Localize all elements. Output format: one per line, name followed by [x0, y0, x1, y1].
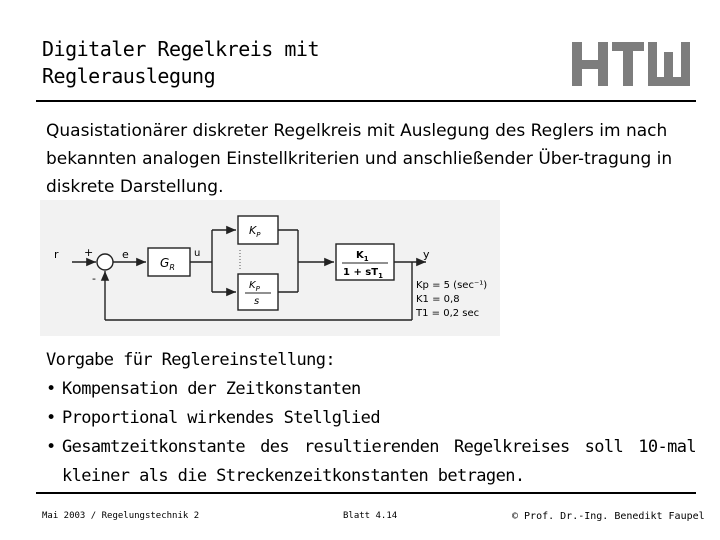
intro-text: Quasistationärer diskreter Regelkreis mit Auslegung des Reglers im nach bekannten analogen Einstellkriterien und anschließender Über-tragung in diskrete Darstellung.	[46, 121, 673, 197]
param-kp: Kp = 5 (sec⁻¹)	[416, 280, 488, 291]
controller-label-sub: R	[169, 263, 175, 272]
requirements-heading: Vorgabe für Reglereinstellung:	[46, 350, 336, 370]
signal-e: e	[122, 248, 129, 261]
signal-y: y	[423, 248, 430, 261]
param-t1: T1 = 0,2 sec	[416, 308, 480, 319]
plant-numerator-sub: 1	[363, 255, 369, 263]
requirements-section	[46, 346, 696, 491]
block-diagram	[40, 200, 500, 336]
footer-divider	[36, 492, 696, 494]
requirement-item: • Kompensation der Zeitkonstanten	[46, 375, 696, 404]
htw-logo	[570, 40, 692, 88]
proportional-label-sub: P	[256, 231, 261, 239]
plant-denominator-sub: 1	[378, 272, 383, 280]
requirements-list	[46, 375, 696, 491]
page-title	[42, 36, 319, 90]
integral-denominator: s	[254, 296, 260, 307]
signal-plus: +	[84, 246, 94, 259]
footer-center: Blatt 4.14	[343, 511, 398, 521]
footer-right: © Prof. Dr.-Ing. Benedikt Faupel	[512, 511, 705, 522]
signal-u: u	[194, 248, 201, 259]
param-k1: K1 = 0,8	[416, 294, 460, 305]
requirement-item: • Gesamtzeitkonstante des resultierenden Regelkreises soll 10-mal kleiner als die Streckenzeitkonstanten betragen.	[46, 433, 696, 491]
title-line-1: Digitaler Regelkreis mit	[42, 37, 319, 61]
controller-label: G	[160, 256, 170, 270]
signal-minus: -	[92, 272, 96, 285]
plant-denominator: 1 + sT	[343, 267, 379, 278]
integral-numerator-sub: P	[255, 285, 260, 293]
proportional-block	[238, 216, 278, 244]
signal-r: r	[54, 248, 59, 261]
plant-numerator: K	[356, 250, 364, 261]
summing-junction	[97, 254, 113, 270]
block-diagram-svg	[40, 200, 500, 336]
proportional-label: K	[249, 224, 257, 237]
title-line-2: Reglerauslegung	[42, 64, 216, 88]
integral-numerator: K	[249, 280, 256, 291]
footer-left: Mai 2003 / Regelungstechnik 2	[42, 511, 200, 521]
header-divider	[36, 100, 696, 102]
requirement-item: • Proportional wirkendes Stellglied	[46, 404, 696, 433]
